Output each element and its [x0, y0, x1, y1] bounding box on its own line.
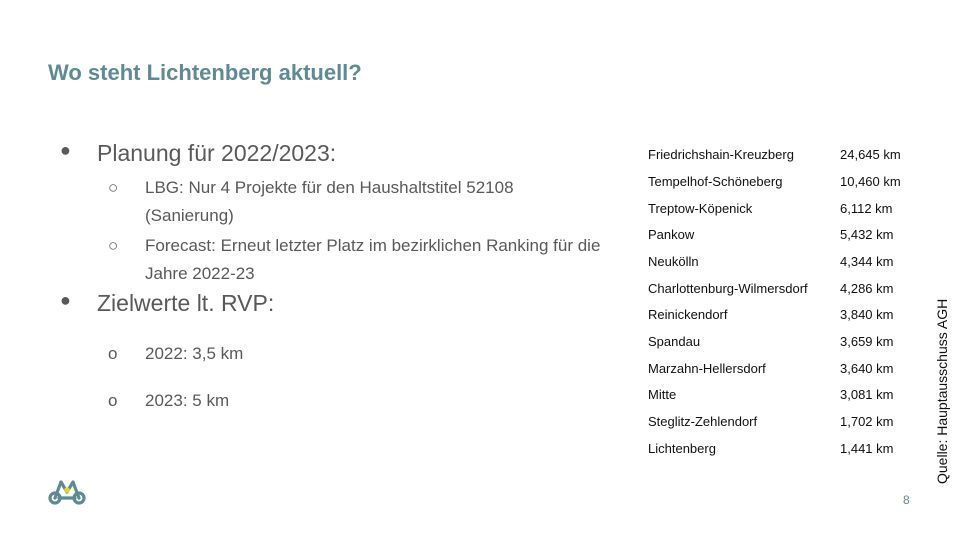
bicycle-logo-icon — [47, 478, 87, 506]
sub-bullet-item — [108, 174, 605, 230]
district-length: 4,286 km — [840, 281, 894, 296]
circle-bullet-icon: ○ — [108, 236, 119, 255]
district-name: Reinickendorf — [648, 307, 728, 322]
circle-bullet-icon: ○ — [108, 178, 119, 197]
district-name: Pankow — [648, 227, 695, 242]
slide-title: Wo steht Lichtenberg aktuell? — [48, 60, 362, 85]
district-name: Spandau — [648, 334, 701, 349]
sub-bullet-text: Forecast: Erneut letzter Platz im bezirklichen Ranking für die Jahre 2022-23 — [145, 236, 601, 283]
district-length: 1,702 km — [840, 414, 894, 429]
sub-bullet-text: LBG: Nur 4 Projekte für den Haushaltstitel 52108 (Sanierung) — [145, 178, 514, 225]
sub-bullet-item — [108, 340, 605, 368]
district-name: Charlottenburg-Wilmersdorf — [648, 281, 808, 296]
logo-accent-dot — [64, 487, 70, 493]
district-name: Friedrichshain-Kreuzberg — [648, 147, 794, 162]
district-name: Marzahn-Hellersdorf — [648, 361, 766, 376]
bullet-text: Planung für 2022/2023: — [97, 140, 337, 166]
district-name: Neukölln — [648, 254, 699, 269]
district-length: 5,432 km — [840, 227, 894, 242]
district-length: 1,441 km — [840, 441, 894, 456]
bullet-dot-icon: ● — [60, 290, 71, 310]
district-name: Mitte — [648, 387, 677, 402]
district-length: 3,081 km — [840, 387, 894, 402]
sub-bullet-item — [108, 232, 605, 288]
circle-bullet-icon: o — [108, 391, 118, 410]
district-name: Tempelhof-Schöneberg — [648, 174, 783, 189]
bullet-item — [60, 140, 337, 167]
bullet-dot-icon: ● — [60, 140, 71, 160]
district-length: 3,840 km — [840, 307, 894, 322]
sub-bullet-text: 2023: 5 km — [145, 391, 230, 410]
district-length: 4,344 km — [840, 254, 894, 269]
sub-bullet-text: 2022: 3,5 km — [145, 344, 244, 363]
district-name: Steglitz-Zehlendorf — [648, 414, 758, 429]
district-name: Treptow-Köpenick — [648, 201, 753, 216]
district-length: 6,112 km — [840, 201, 893, 216]
source-note: Quelle: Hauptausschuss AGH — [934, 298, 950, 484]
district-length: 10,460 km — [840, 174, 901, 189]
sub-bullet-item — [108, 387, 605, 415]
district-length: 3,640 km — [840, 361, 894, 376]
district-name: Lichtenberg — [648, 441, 716, 456]
bullet-item — [60, 290, 275, 317]
bullet-text: Zielwerte lt. RVP: — [97, 290, 275, 316]
circle-bullet-icon: o — [108, 344, 118, 363]
district-length: 24,645 km — [840, 147, 901, 162]
page-number: 8 — [903, 493, 910, 507]
district-length: 3,659 km — [840, 334, 894, 349]
